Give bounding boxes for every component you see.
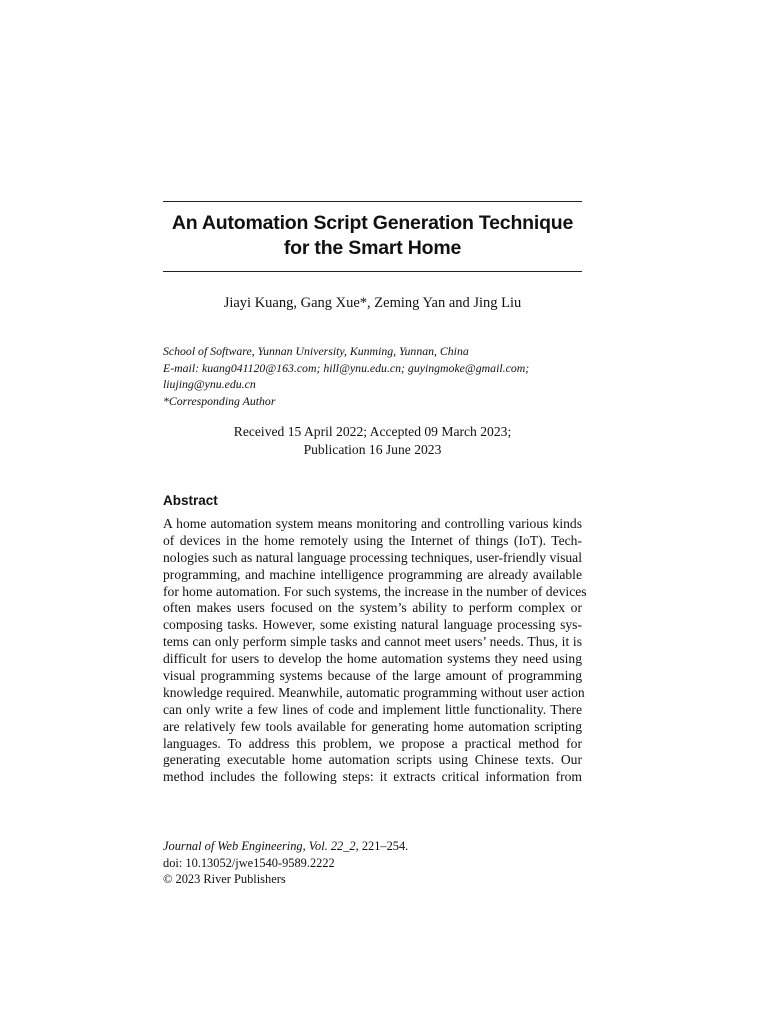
abstract-line: difficult for users to develop the home automation systems they need using bbox=[163, 651, 582, 667]
abstract-line: are relatively few tools available for generating home automation scripting bbox=[163, 718, 582, 734]
publication-date: Publication 16 June 2023 bbox=[303, 442, 442, 457]
abstract-heading: Abstract bbox=[163, 493, 218, 508]
abstract-line: A home automation system means monitoring and controlling various kinds bbox=[163, 516, 582, 531]
abstract-line: visual programming systems because of the large amount of programming bbox=[163, 668, 582, 684]
affiliation-school: School of Software, Yunnan University, Kunming, Yunnan, China bbox=[163, 344, 469, 358]
copyright: © 2023 River Publishers bbox=[163, 872, 286, 886]
affiliation-email: E-mail: kuang041120@163.com; hill@ynu.edu.cn; guyingmoke@gmail.com; bbox=[163, 360, 530, 375]
paper-first-page bbox=[163, 0, 587, 1024]
received-accepted-dates: Received 15 April 2022; Accepted 09 March 2023; bbox=[233, 424, 512, 439]
affiliation-email-cont: liujing@ynu.edu.cn bbox=[163, 377, 256, 391]
abstract-line: can only write a few lines of code and implement little functionality. There bbox=[163, 701, 582, 717]
title-line-2: for the Smart Home bbox=[283, 237, 462, 259]
author-list: Jiayi Kuang, Gang Xue*, Zeming Yan and Jing Liu bbox=[223, 295, 522, 311]
affiliation-block bbox=[163, 343, 582, 409]
paper-title bbox=[163, 211, 582, 261]
journal-footer bbox=[163, 838, 582, 888]
publication-dates bbox=[163, 423, 582, 459]
abstract-line: generating executable home automation scripts using Chinese texts. Our bbox=[163, 752, 582, 768]
abstract-line: for home automation. For such systems, the increase in the number of devices bbox=[163, 583, 587, 599]
title-line-1: An Automation Script Generation Technique bbox=[171, 212, 574, 234]
journal-citation bbox=[163, 838, 582, 855]
abstract-line: of devices in the home remotely using the Internet of things (IoT). Tech- bbox=[163, 532, 582, 548]
journal-pages: 221–254. bbox=[358, 839, 409, 853]
abstract-line: often makes users focused on the system’s ability to perform complex or bbox=[163, 600, 582, 616]
abstract-line: method includes the following steps: it extracts critical information from bbox=[163, 769, 582, 785]
abstract-line: programming, and machine intelligence programming are already available bbox=[163, 566, 582, 582]
corresponding-author-note: *Corresponding Author bbox=[163, 393, 276, 408]
abstract-body bbox=[163, 516, 587, 786]
top-rule bbox=[163, 201, 582, 202]
abstract-line: languages. To address this problem, we propose a practical method for bbox=[163, 735, 582, 751]
abstract-line: nologies such as natural language processing techniques, user-friendly visual bbox=[163, 549, 582, 565]
abstract-line: knowledge required. Meanwhile, automatic programming without user action bbox=[163, 684, 585, 700]
abstract-line: composing tasks. However, some existing natural language processing sys- bbox=[163, 617, 582, 633]
journal-name: Journal of Web Engineering, Vol. 22_2, bbox=[163, 839, 359, 853]
doi: doi: 10.13052/jwe1540-9589.2222 bbox=[163, 855, 335, 870]
abstract-line: tems can only perform simple tasks and cannot meet users’ needs. Thus, it is bbox=[163, 634, 582, 650]
bottom-rule bbox=[163, 271, 582, 272]
